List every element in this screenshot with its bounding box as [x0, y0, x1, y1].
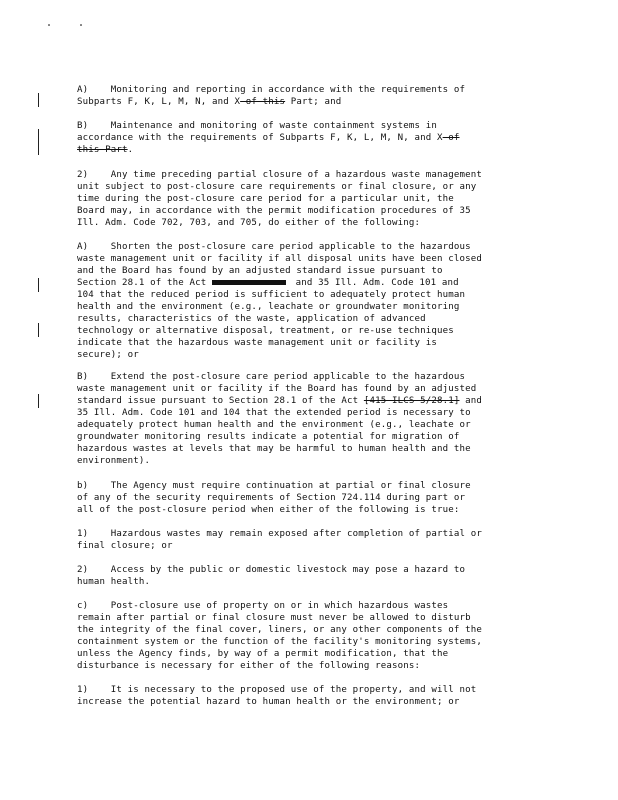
- text-line: [77, 181, 557, 193]
- text-line: [77, 301, 557, 313]
- text-segment: 35 Ill. Adm. Code 101 and 104 that the extended period is necessary to: [77, 408, 471, 418]
- revision-bar: [38, 394, 39, 408]
- text-line: [77, 325, 557, 337]
- text-segment: Section 28.1 of the Act: [77, 278, 212, 288]
- text-line: [77, 371, 557, 383]
- text-segment: accordance with the requirements of Subparts F, K, L, M, N, and X: [77, 133, 443, 143]
- text-segment: b) The Agency must require continuation at partial or final closure: [77, 481, 471, 491]
- text-line: [77, 144, 557, 156]
- text-line: [77, 407, 557, 419]
- text-line: [77, 431, 557, 443]
- text-line: [77, 217, 557, 229]
- struck-text: of: [442, 133, 460, 143]
- text-segment: unit subject to post-closure care requirements or final closure, or any: [77, 182, 477, 192]
- text-segment: Ill. Adm. Code 702, 703, and 705, do either of the following:: [77, 218, 421, 228]
- text-segment: technology or alternative disposal, treatment, or re-use techniques: [77, 326, 454, 336]
- text-line: [77, 132, 557, 144]
- text-segment: remain after partial or final closure must never be allowed to disturb: [77, 613, 471, 623]
- text-line: [77, 480, 557, 492]
- struck-text: [415 ILCS 5/28.1]: [363, 396, 460, 406]
- text-segment: A) Shorten the post-closure care period applicable to the hazardous: [77, 242, 471, 252]
- text-line: [77, 636, 557, 648]
- text-line: [77, 576, 557, 588]
- text-line: [77, 84, 557, 96]
- paragraph-c-post-closure-use: [77, 600, 557, 672]
- text-segment: secure); or: [77, 350, 139, 360]
- text-segment: waste management unit or facility if all disposal units have been closed: [77, 254, 482, 264]
- text-segment: groundwater monitoring results indicate a potential for migration of: [77, 432, 460, 442]
- text-segment: increase the potential hazard to human health or the environment; or: [77, 697, 460, 707]
- text-line: [77, 648, 557, 660]
- redaction-block: [212, 280, 286, 285]
- text-line: [77, 419, 557, 431]
- struck-text: this Part: [77, 145, 128, 155]
- text-line: [77, 443, 557, 455]
- text-segment: environment).: [77, 456, 151, 466]
- scan-speck: [48, 24, 50, 26]
- text-line: [77, 193, 557, 205]
- text-segment: results, characteristics of the waste, application of advanced: [77, 314, 426, 324]
- text-line: [77, 395, 557, 407]
- text-line: [77, 383, 557, 395]
- revision-bar: [38, 129, 39, 155]
- text-line: [77, 540, 557, 552]
- text-segment: Subparts F, K, L, M, N, and X: [77, 97, 241, 107]
- text-line: [77, 684, 557, 696]
- revision-bar: [38, 278, 39, 292]
- text-segment: Part; and: [285, 97, 342, 107]
- text-segment: 2) Access by the public or domestic livestock may pose a hazard to: [77, 565, 466, 575]
- text-line: [77, 696, 557, 708]
- text-line: [77, 277, 557, 289]
- text-segment: all of the post-closure period when either of the following is true:: [77, 505, 460, 515]
- paragraph-1-exposed: [77, 528, 557, 552]
- text-line: [77, 337, 557, 349]
- text-segment: and: [459, 396, 482, 406]
- paragraph-1-necessary: [77, 684, 557, 708]
- text-line: [77, 120, 557, 132]
- text-segment: 104 that the reduced period is sufficient to adequately protect human: [77, 290, 466, 300]
- text-segment: time during the post-closure care period for a particular unit, the: [77, 194, 454, 204]
- text-segment: the integrity of the final cover, liners, or any other components of the: [77, 625, 482, 635]
- text-line: [77, 265, 557, 277]
- text-line: [77, 455, 557, 467]
- paragraph-2-modification: [77, 169, 557, 229]
- text-line: [77, 504, 557, 516]
- text-line: [77, 564, 557, 576]
- text-line: [77, 169, 557, 181]
- scan-speck: [80, 24, 82, 26]
- text-segment: standard issue pursuant to Section 28.1 of the Act: [77, 396, 364, 406]
- paragraph-a-shorten: [77, 241, 557, 361]
- paragraph-b-security: [77, 480, 557, 516]
- text-line: [77, 289, 557, 301]
- text-segment: .: [127, 145, 134, 155]
- text-segment: final closure; or: [77, 541, 173, 551]
- text-segment: disturbance is necessary for either of the following reasons:: [77, 661, 421, 671]
- text-segment: Board may, in accordance with the permit modification procedures of 35: [77, 206, 471, 216]
- struck-text: of this: [240, 97, 286, 107]
- text-line: [77, 600, 557, 612]
- text-segment: of any of the security requirements of Section 724.114 during part or: [77, 493, 466, 503]
- text-line: [77, 624, 557, 636]
- text-line: [77, 205, 557, 217]
- text-segment: c) Post-closure use of property on or in which hazardous wastes: [77, 601, 449, 611]
- text-segment: human health.: [77, 577, 151, 587]
- text-line: [77, 660, 557, 672]
- text-segment: unless the Agency finds, by way of a permit modification, that the: [77, 649, 449, 659]
- text-segment: and 35 Ill. Adm. Code 101 and: [290, 278, 459, 288]
- text-segment: and the Board has found by an adjusted standard issue pursuant to: [77, 266, 443, 276]
- paragraph-2-access: [77, 564, 557, 588]
- text-segment: health and the environment (e.g., leachate or groundwater monitoring: [77, 302, 460, 312]
- text-segment: B) Extend the post-closure care period applicable to the hazardous: [77, 372, 466, 382]
- text-segment: adequately protect human health and the environment (e.g., leachate or: [77, 420, 471, 430]
- paragraph-b-extend: [77, 371, 557, 467]
- text-line: [77, 96, 557, 108]
- paragraph-b-maintenance: [77, 120, 557, 156]
- text-segment: 1) Hazardous wastes may remain exposed after completion of partial or: [77, 529, 482, 539]
- text-segment: 2) Any time preceding partial closure of a hazardous waste management: [77, 170, 482, 180]
- text-segment: B) Maintenance and monitoring of waste containment systems in: [77, 121, 437, 131]
- revision-bar: [38, 323, 39, 337]
- text-line: [77, 241, 557, 253]
- text-line: [77, 313, 557, 325]
- text-segment: containment system or the function of the facility's monitoring systems,: [77, 637, 482, 647]
- text-line: [77, 349, 557, 361]
- text-segment: waste management unit or facility if the Board has found by an adjusted: [77, 384, 477, 394]
- text-line: [77, 253, 557, 265]
- text-segment: hazardous wastes at levels that may be harmful to human health and the: [77, 444, 471, 454]
- text-line: [77, 612, 557, 624]
- paragraph-a-monitoring: [77, 84, 557, 108]
- text-segment: 1) It is necessary to the proposed use of the property, and will not: [77, 685, 477, 695]
- text-line: [77, 528, 557, 540]
- revision-bar: [38, 93, 39, 107]
- text-line: [77, 492, 557, 504]
- text-segment: A) Monitoring and reporting in accordance with the requirements of: [77, 85, 466, 95]
- text-segment: indicate that the hazardous waste management unit or facility is: [77, 338, 437, 348]
